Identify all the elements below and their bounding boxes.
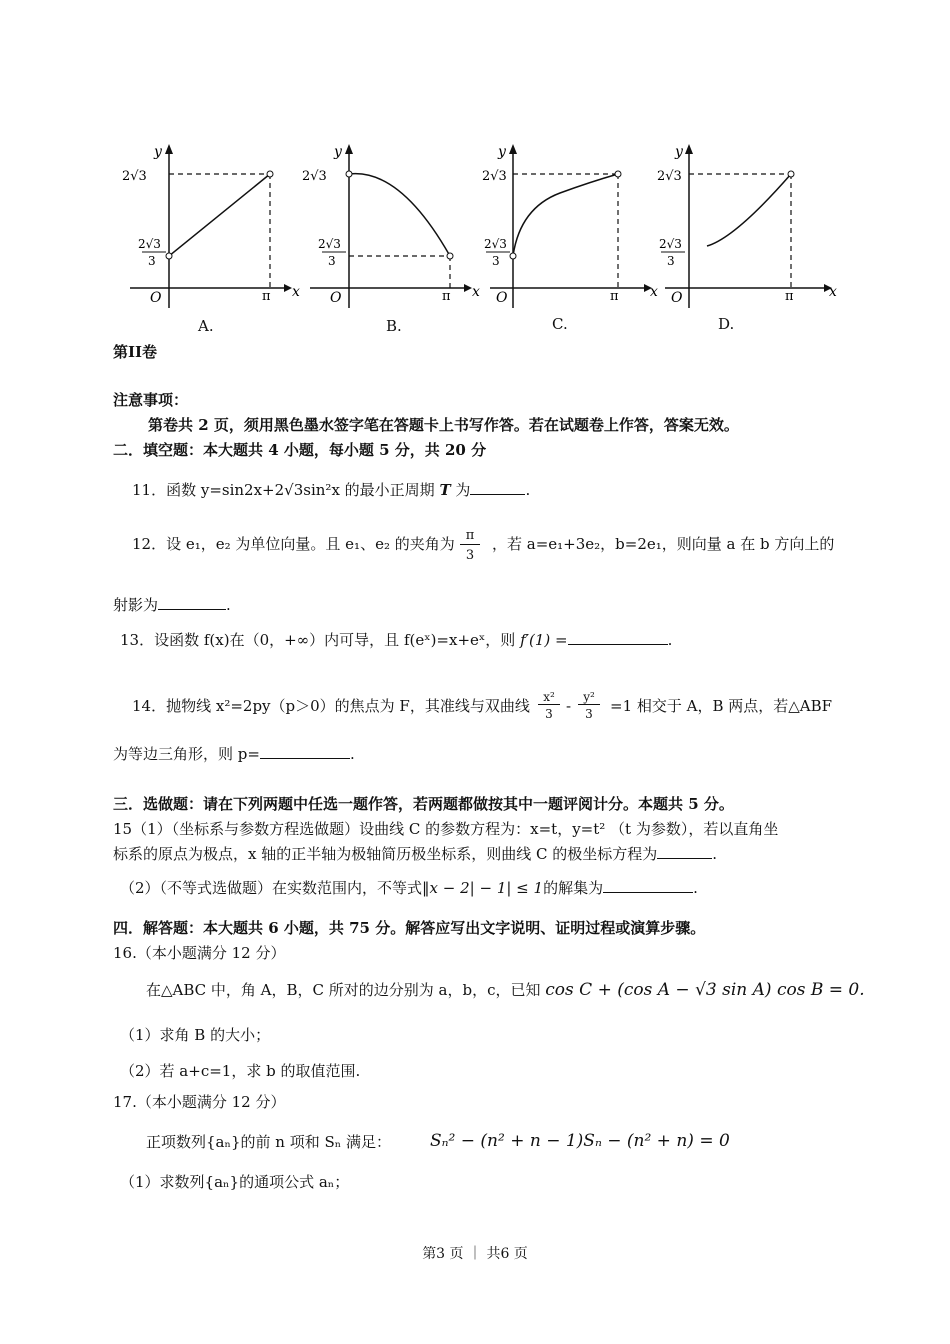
q15-1-line1: 15（1）（坐标系与参数方程选做题）设曲线 C 的参数方程为：x=t，y=t² （t 为参数），若以直角坐 bbox=[113, 820, 779, 838]
graph-a bbox=[120, 138, 300, 338]
pi-label: π bbox=[442, 289, 451, 304]
caption-c: C. bbox=[552, 315, 568, 333]
q17-title: 17.（本小题满分 12 分） bbox=[113, 1093, 286, 1111]
q14-f1-num: x² bbox=[538, 690, 560, 705]
q11-prefix: 11．函数 y=sin2x+2 bbox=[132, 481, 285, 499]
q17-part-1: （1）求数列{aₙ}的通项公式 aₙ； bbox=[120, 1173, 350, 1191]
notice-body: 第卷共 2 页，须用黑色墨水签字笔在答题卡上书写作答。若在试题卷上作答，答案无效。 bbox=[148, 416, 739, 434]
q14-f1-den: 3 bbox=[545, 707, 553, 721]
origin-label: O bbox=[496, 290, 508, 306]
q14-minus: - bbox=[566, 697, 572, 715]
y-axis-label: y bbox=[154, 144, 162, 160]
q12-suffix: ，若 a=e₁+3e₂，b=2e₁，则向量 a 在 b 方向上的 bbox=[492, 535, 835, 553]
top-value-label: 2√3 bbox=[122, 169, 147, 184]
q12-frac-num: π bbox=[460, 528, 480, 545]
q17-stem: 正项数列{aₙ}的前 n 项和 Sₙ 满足： bbox=[146, 1133, 392, 1151]
q12-prefix: 12．设 e₁，e₂ 为单位向量。且 e₁、e₂ 的夹角为 bbox=[132, 535, 455, 553]
pi-label: π bbox=[610, 289, 619, 304]
pi-label: π bbox=[785, 289, 794, 304]
page-footer: 第3 页 ｜ 共6 页 bbox=[422, 1246, 528, 1262]
q14-end: . bbox=[349, 745, 355, 763]
q12-fraction bbox=[460, 528, 480, 567]
x-axis-label: x bbox=[829, 284, 837, 300]
q11-answer-blank[interactable] bbox=[470, 480, 525, 495]
question-13 bbox=[120, 630, 672, 650]
question-12 bbox=[132, 534, 455, 554]
q12-answer-blank[interactable] bbox=[158, 595, 226, 610]
x-axis-label: x bbox=[472, 284, 480, 300]
q15-2 bbox=[120, 878, 698, 898]
q16-stem-text: 在△ABC 中，角 A，B，C 所对的边分别为 a，b，c，已知 bbox=[146, 981, 541, 999]
q11-suffix: sin²x 的最小正周期 bbox=[303, 481, 435, 499]
question-11 bbox=[132, 480, 530, 500]
low-value-den: 3 bbox=[667, 254, 675, 268]
q14-fraction-2 bbox=[578, 690, 600, 723]
y-axis-label: y bbox=[498, 144, 506, 160]
q15-2-expr: ‖x − 2| − 1| ≤ 1 bbox=[422, 879, 544, 897]
q13-prefix: 13．设函数 f(x)在（0，+∞）内可导，且 f(eˣ)=x+eˣ，则 bbox=[120, 631, 516, 649]
q16-stem bbox=[146, 980, 865, 1000]
q14-prefix: 14．抛物线 x²=2py（p＞0）的焦点为 F，其准线与双曲线 bbox=[132, 697, 530, 715]
q14-line2 bbox=[113, 744, 355, 764]
origin-label: O bbox=[330, 290, 342, 306]
caption-a: A. bbox=[198, 317, 214, 335]
q13-expr: f′(1) = bbox=[520, 631, 568, 649]
section3-heading: 三．选做题：请在下列两题中任选一题作答，若两题都做按其中一题评阅计分。本题共 5 分。 bbox=[113, 795, 734, 813]
origin-label: O bbox=[150, 290, 162, 306]
q14-fraction-1 bbox=[538, 690, 560, 723]
low-value-num: 2√3 bbox=[138, 237, 161, 251]
low-value-num: 2√3 bbox=[659, 237, 682, 251]
notice-title: 注意事项： bbox=[113, 391, 189, 409]
q16-part-1: （1）求角 B 的大小； bbox=[120, 1026, 271, 1044]
q15-1-line2 bbox=[113, 844, 717, 864]
answer-choice-graphs bbox=[120, 138, 840, 338]
q12-frac-den: 3 bbox=[465, 548, 475, 563]
section4-heading: 四．解答题：本大题共 6 小题，共 75 分。解答应写出文字说明、证明过程或演算步骤。 bbox=[113, 919, 706, 937]
q12-end: . bbox=[226, 596, 231, 614]
q14-f2-num: y² bbox=[578, 690, 600, 705]
x-axis-label: x bbox=[292, 284, 300, 300]
top-value-label: 2√3 bbox=[302, 169, 327, 184]
q14-f2-den: 3 bbox=[585, 707, 593, 721]
section-title: 第II卷 bbox=[113, 343, 158, 361]
q15-2-end: . bbox=[693, 879, 698, 897]
q11-tail: 为 bbox=[455, 481, 471, 499]
q11-T: T bbox=[439, 481, 451, 499]
q15-1-end: . bbox=[712, 845, 718, 863]
origin-label: O bbox=[671, 290, 683, 306]
q15-1-line2-text: 标系的原点为极点，x 轴的正半轴为极轴简历极坐标系，则曲线 C 的极坐标方程为 bbox=[113, 845, 658, 863]
q15-2-suffix: 的解集为 bbox=[543, 879, 604, 897]
y-axis-label: y bbox=[334, 144, 342, 160]
top-value-label: 2√3 bbox=[482, 169, 507, 184]
q14-suffix: =1 相交于 A，B 两点，若△ABF bbox=[610, 697, 833, 715]
q16-title: 16.（本小题满分 12 分） bbox=[113, 944, 286, 962]
q16-part-2: （2）若 a+c=1，求 b 的取值范围. bbox=[120, 1062, 361, 1080]
y-axis-label: y bbox=[675, 144, 683, 160]
low-value-den: 3 bbox=[148, 254, 156, 268]
pi-label: π bbox=[262, 289, 271, 304]
caption-b: B. bbox=[386, 317, 402, 335]
low-value-num: 2√3 bbox=[318, 237, 341, 251]
graph-c bbox=[480, 138, 660, 338]
q11-sqrt: √3 bbox=[284, 481, 304, 499]
low-value-den: 3 bbox=[328, 254, 336, 268]
graph-d bbox=[655, 138, 840, 338]
q13-end: . bbox=[667, 631, 673, 649]
q14-line2-text: 为等边三角形，则 p= bbox=[113, 745, 260, 763]
q11-end: . bbox=[525, 481, 531, 499]
q14-answer-blank[interactable] bbox=[260, 744, 350, 759]
fill-heading: 二．填空题：本大题共 4 小题，每小题 5 分，共 20 分 bbox=[113, 441, 487, 459]
x-axis-label: x bbox=[650, 284, 658, 300]
q15-1-answer-blank[interactable] bbox=[657, 844, 712, 859]
low-value-num: 2√3 bbox=[484, 237, 507, 251]
graph-b bbox=[300, 138, 480, 338]
low-value-den: 3 bbox=[492, 254, 500, 268]
q12-line2-text: 射影为 bbox=[113, 596, 159, 614]
q16-expr: cos C + (cos A − √3 sin A) cos B = 0. bbox=[545, 980, 865, 1000]
q15-2-prefix: （2）（不等式选做题）在实数范围内，不等式 bbox=[120, 879, 423, 897]
caption-d: D. bbox=[718, 315, 735, 333]
q12-line2 bbox=[113, 595, 231, 615]
q13-answer-blank[interactable] bbox=[568, 630, 668, 645]
q15-2-answer-blank[interactable] bbox=[603, 878, 693, 893]
q17-expr: Sₙ² − (n² + n − 1)Sₙ − (n² + n) = 0 bbox=[430, 1131, 730, 1151]
top-value-label: 2√3 bbox=[657, 169, 682, 184]
question-14 bbox=[132, 696, 530, 716]
